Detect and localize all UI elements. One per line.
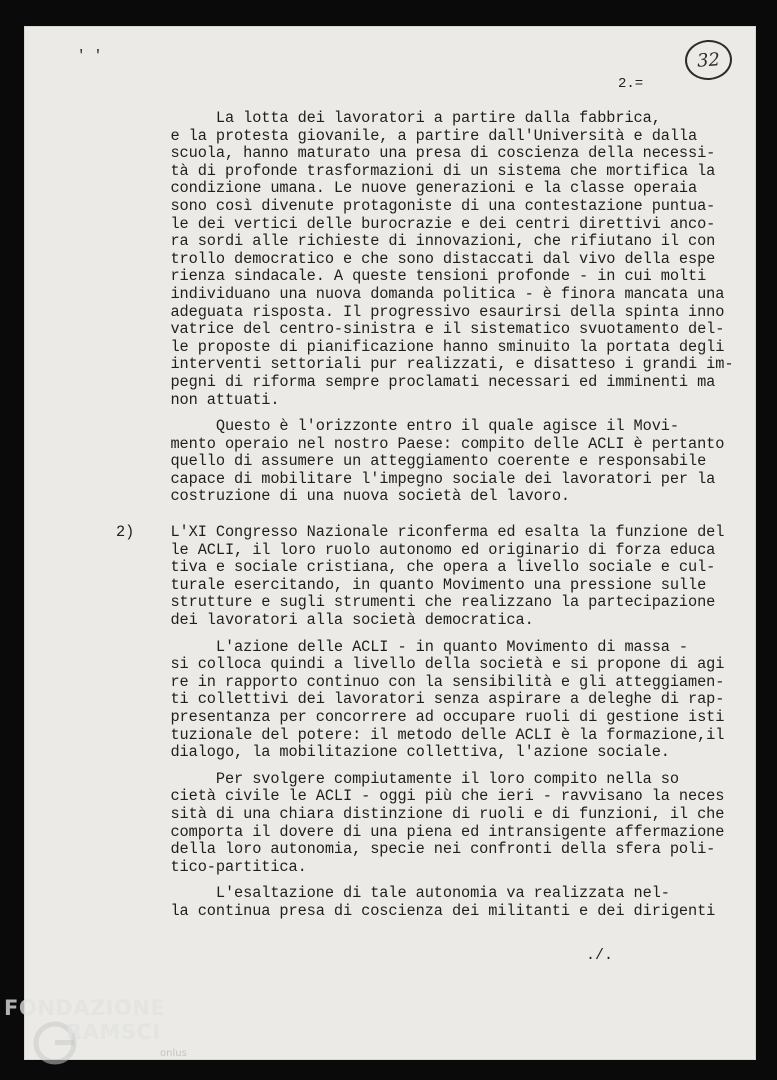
text-line: vatrice del centro-sinistra e il sistematico svuotamento del- [116,320,725,339]
text-line: tuzionale del potere: il metodo delle ACLI è la formazione,il [116,725,725,744]
text-line: scuola, hanno maturato una presa di coscienza della necessi- [116,144,716,163]
text-line: quello di assumere un atteggiamento coerente e responsabile [116,452,707,471]
text-line: condizione umana. Le nuove generazioni e la classe operaia [116,179,698,198]
text-line: interventi settoriali pur realizzati, e disatteso i grandi im- [116,355,734,374]
text-line: tico-partitica. [116,857,307,876]
text-line: ti collettivi dei lavoratori senza aspirare a deleghe di rap- [116,690,725,709]
text-line: e la protesta giovanile, a partire dall'Università e dalla [116,126,698,145]
text-line: strutture e sugli strumenti che realizzano la partecipazione [116,593,716,612]
corner-marks: ' ' [77,48,103,64]
text-line: La lotta dei lavoratori a partire dalla fabbrica, [116,109,661,127]
text-line: adeguata risposta. Il progressivo esaurirsi della spinta inno [116,302,725,321]
watermark-line2: RAMSCI [66,1020,161,1044]
text-line: dialogo, la mobilitazione collettiva, l'azione sociale. [116,743,670,762]
text-line: presentanza per concorrere ad occupare ruoli di gestione isti [116,708,725,726]
paragraph-gap [116,506,716,515]
text-line: dei lavoratori alla società democratica. [116,611,534,630]
text-line: ra sordi alle richieste di innovazioni, che rifiutano il con [116,232,716,251]
text-line: capace di mobilitare l'impegno sociale dei lavoratori per la [116,469,716,488]
page-number: 2.= [618,76,644,92]
archive-number: 32 [696,48,721,72]
text-line: tà di profonde trasformazioni di un sistema che mortifica la [116,161,716,180]
text-line: turale esercitando, in quanto Movimento una pressione sulle [116,575,707,594]
text-line: la continua presa di coscienza dei militanti e dei dirigenti [116,901,716,920]
text-line: costruzione di una nuova società del lavoro. [116,487,570,506]
continuation-mark: ./. [586,947,614,964]
text-line: sità di una chiara distinzione di ruoli e di funzioni, il che [116,804,725,823]
watermark-suffix: onlus [160,1048,187,1059]
text-line: pegni di riforma sempre proclamati necessari ed imminenti ma [116,372,716,391]
text-line: non attuati. [116,390,280,409]
text-line: rienza sindacale. A queste tensioni profonde - in cui molti [116,267,707,286]
text-line: comporta il dovere di una piena ed intransigente affermazione [116,822,725,841]
fondazione-gramsci-watermark [4,996,194,1076]
text-line: individuano una nuova domanda politica - è finora mancata una [116,284,725,303]
text-line: L'azione delle ACLI - in quanto Movimento di massa - [116,637,689,656]
document-body-text [116,109,734,921]
text-line: cietà civile le ACLI - oggi più che ieri - ravvisano la neces [116,787,725,806]
text-line: 2) L'XI Congresso Nazionale riconferma ed esalta la funzione del [116,523,725,542]
text-line: sono così divenute protagoniste di una contestazione puntua- [116,196,716,215]
text-line: trollo democratico e che sono distaccati dal vivo della espe [116,249,716,268]
text-line: le ACLI, il loro ruolo autonomo ed originario di forza educa [116,540,716,559]
text-line: Questo è l'orizzonte entro il quale agisce il Movi- [116,417,679,436]
text-line: tiva e sociale cristiana, che opera a livello sociale e cul- [116,558,716,577]
text-line: L'esaltazione di tale autonomia va realizzata nel- [116,884,670,903]
text-line: re in rapporto continuo con la sensibilità e gli atteggiamen- [116,672,725,691]
text-line: le dei vertici delle burocrazie e dei centri direttivi anco- [116,214,716,233]
watermark-line1: FONDAZIONE [4,996,166,1020]
text-line: della loro autonomia, specie nei confronti della sfera poli- [116,840,716,859]
archive-stamp-number [684,38,734,81]
text-line: Per svolgere compiutamente il loro compito nella so [116,769,679,788]
text-line: le proposte di pianificazione hanno sminuito la portata degli [116,337,725,356]
text-line: mento operaio nel nostro Paese: compito delle ACLI è pertanto [116,434,725,453]
text-line: si colloca quindi a livello della società e si propone di agi [116,655,725,674]
